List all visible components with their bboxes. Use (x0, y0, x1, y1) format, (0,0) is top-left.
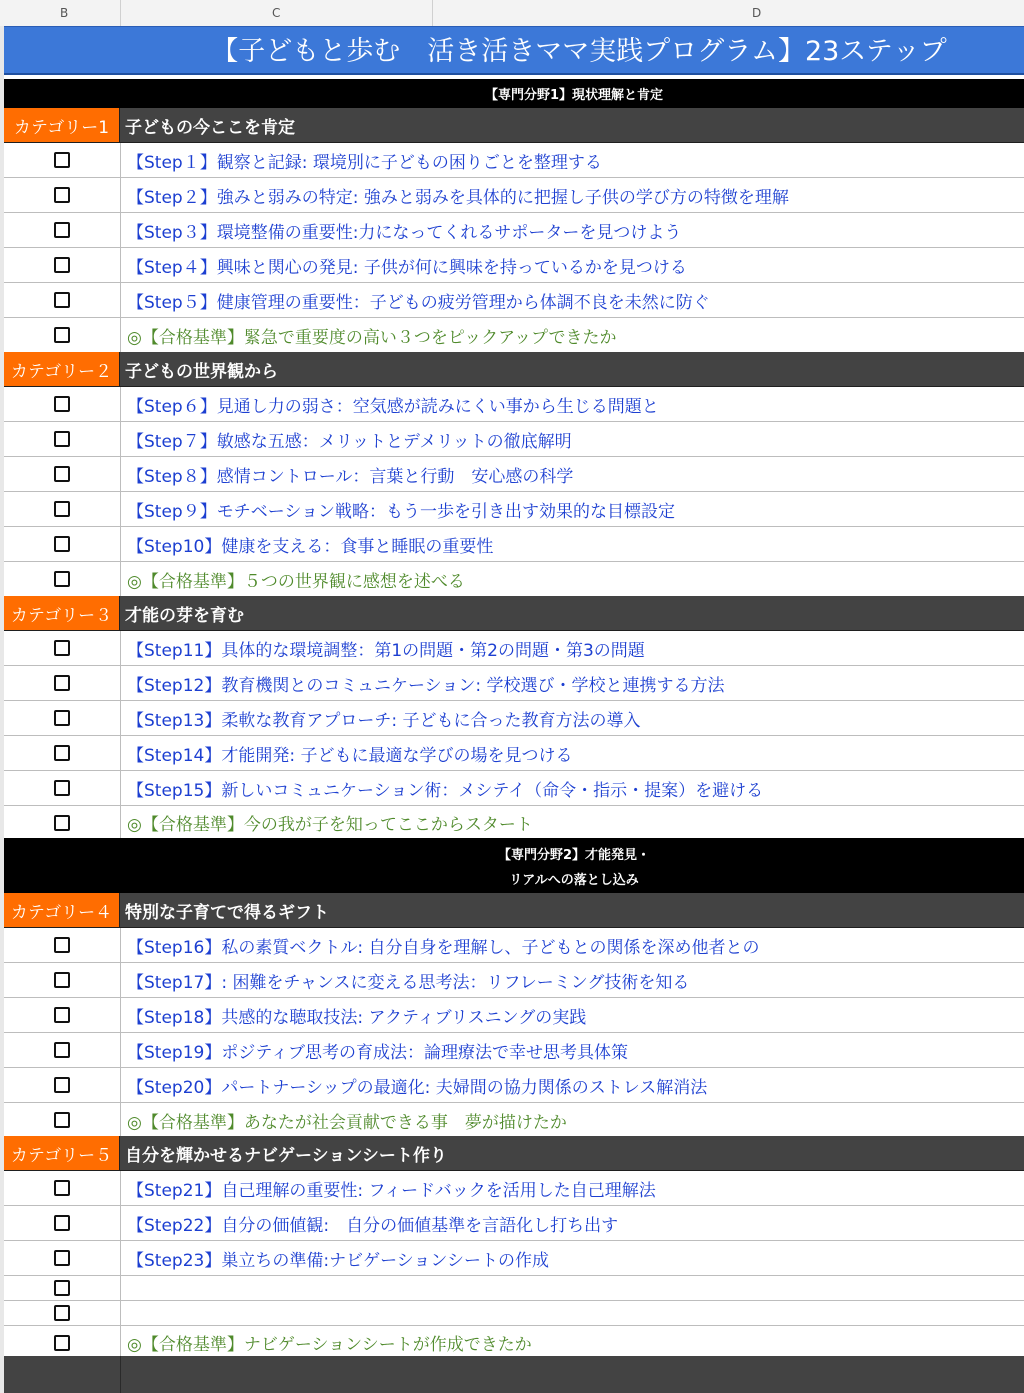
table-row[interactable] (4, 998, 1024, 1033)
checkbox-cell[interactable] (4, 143, 121, 177)
checkbox[interactable] (54, 257, 70, 273)
table-row[interactable] (4, 562, 1024, 597)
pass-criteria-text[interactable]: ◎【合格基準】ナビゲーションシートが作成できたか (127, 1335, 532, 1355)
checkbox-cell[interactable] (4, 771, 121, 805)
table-row[interactable] (4, 1033, 1024, 1068)
checkbox[interactable] (54, 1077, 70, 1093)
column-d-header[interactable]: D (752, 6, 762, 20)
checkbox-cell[interactable] (4, 1171, 121, 1205)
checkbox[interactable] (54, 187, 70, 203)
category-row[interactable] (4, 352, 1024, 387)
category-row[interactable] (4, 108, 1024, 143)
step-text[interactable]: 【Step22】自分の価値観: 自分の価値基準を言語化し打ち出す (127, 1215, 619, 1236)
checkbox-cell[interactable] (4, 928, 121, 962)
category-title: 特別な子育てで得るギフト (125, 902, 329, 923)
checkbox-cell[interactable] (4, 631, 121, 665)
checkbox[interactable] (54, 937, 70, 953)
checkbox[interactable] (54, 640, 70, 656)
table-row[interactable] (4, 143, 1024, 178)
table-row[interactable] (4, 771, 1024, 806)
checkbox[interactable] (54, 327, 70, 343)
pass-criteria-text[interactable]: ◎【合格基準】緊急で重要度の高い３つをピックアップできたか (127, 327, 617, 348)
step-text[interactable]: 【Step16】私の素質ベクトル: 自分自身を理解し、子どもとの関係を深め他者との (127, 937, 760, 958)
step-text[interactable] (121, 1276, 127, 1300)
step-text[interactable]: 【Step11】具体的な環境調整：第1の問題・第2の問題・第3の問題 (127, 640, 645, 661)
checkbox-cell[interactable] (4, 1033, 121, 1067)
checkbox-cell[interactable] (4, 1206, 121, 1240)
checkbox[interactable] (54, 1112, 70, 1128)
step-text[interactable]: 【Step12】教育機関とのコミュニケーション: 学校選び・学校と連携する方法 (127, 675, 725, 696)
table-row[interactable] (4, 248, 1024, 283)
table-row[interactable] (4, 736, 1024, 771)
category-title: 才能の芽を育む (125, 605, 244, 626)
checkbox[interactable] (54, 396, 70, 412)
pass-criteria-text[interactable]: ◎【合格基準】あなたが社会貢献できる事 夢が描けたか (127, 1112, 567, 1133)
table-row[interactable] (4, 1068, 1024, 1103)
category-label: カテゴリー３ (4, 596, 120, 630)
step-text[interactable]: 【Step２】強みと弱みの特定: 強みと弱みを具体的に把握し子供の学び方の特徴を理解 (127, 187, 789, 208)
category-title: 子どもの世界観から (125, 361, 278, 382)
field-header-field2[interactable] (4, 838, 1024, 893)
field-header-line: 【専門分野1】現状理解と肯定 (484, 88, 664, 103)
table-row[interactable] (4, 631, 1024, 666)
category-label: カテゴリー４ (4, 893, 120, 927)
checkbox-cell[interactable] (4, 963, 121, 997)
checkbox[interactable] (54, 571, 70, 587)
checkbox-cell[interactable] (4, 457, 121, 491)
checkbox-cell[interactable] (4, 178, 121, 212)
checkbox[interactable] (54, 710, 70, 726)
checkbox[interactable] (54, 1215, 70, 1231)
checkbox-cell[interactable] (4, 318, 121, 352)
checkbox[interactable] (54, 675, 70, 691)
table-row[interactable] (4, 1206, 1024, 1241)
table-row[interactable] (4, 666, 1024, 701)
checkbox[interactable] (54, 1007, 70, 1023)
checkbox[interactable] (54, 1042, 70, 1058)
checkbox[interactable] (54, 152, 70, 168)
sheet-title[interactable]: 【子どもと歩む 活き活きママ実践プログラム】23ステップ (4, 26, 1024, 75)
checkbox-cell[interactable] (4, 701, 121, 735)
category-label: カテゴリー２ (4, 352, 120, 386)
table-row[interactable] (4, 1276, 1024, 1301)
column-header-bar (0, 0, 1024, 27)
column-c-header[interactable]: C (272, 6, 281, 20)
checkbox[interactable] (54, 745, 70, 761)
category-row[interactable] (4, 1136, 1024, 1171)
footer-band (4, 1356, 1024, 1393)
step-text[interactable]: 【Step１】観察と記録: 環境別に子どもの困りごとを整理する (127, 152, 602, 173)
step-text[interactable]: 【Step23】巣立ちの準備:ナビゲーションシートの作成 (127, 1250, 549, 1271)
step-text[interactable]: 【Step18】共感的な聴取技法: アクティブリスニングの実践 (127, 1007, 587, 1028)
checkbox[interactable] (54, 431, 70, 447)
checkbox[interactable] (54, 292, 70, 308)
table-row[interactable] (4, 928, 1024, 963)
checkbox[interactable] (54, 1250, 70, 1266)
pass-criteria-text[interactable]: ◎【合格基準】今の我が子を知ってここからスタート (127, 815, 533, 835)
checkbox-cell[interactable] (4, 422, 121, 456)
table-row[interactable] (4, 318, 1024, 353)
field-header-field1[interactable] (4, 79, 1024, 108)
table-row[interactable] (4, 213, 1024, 248)
field-header-line: リアルへの落とし込み (509, 872, 639, 888)
step-text[interactable]: 【Step４】興味と関心の発見: 子供が何に興味を持っているかを見つける (127, 257, 687, 278)
step-text[interactable]: 【Step６】見通し力の弱さ：空気感が読みにくい事から生じる問題と (127, 396, 659, 417)
table-row[interactable] (4, 422, 1024, 457)
category-title: 子どもの今ここを肯定 (125, 117, 295, 138)
checkbox-cell[interactable] (4, 1301, 121, 1325)
checkbox-cell[interactable] (4, 1103, 121, 1137)
table-row[interactable] (4, 527, 1024, 562)
step-text[interactable]: 【Step17】: 困難をチャンスに変える思考法：リフレーミング技術を知る (127, 972, 690, 993)
step-text[interactable]: 【Step７】敏感な五感：メリットとデメリットの徹底解明 (127, 431, 572, 452)
step-text[interactable]: 【Step８】感情コントロール：言葉と行動 安心感の科学 (127, 466, 574, 487)
checkbox[interactable] (54, 1180, 70, 1196)
step-text[interactable]: 【Step13】柔軟な教育アプローチ: 子どもに合った教育方法の導入 (127, 710, 641, 731)
table-row[interactable] (4, 387, 1024, 422)
step-text[interactable]: 【Step15】新しいコミュニケーション術：メシテイ（命令・指示・提案）を避ける (127, 780, 764, 801)
category-row[interactable] (4, 893, 1024, 928)
checkbox-cell[interactable] (4, 562, 121, 596)
step-text[interactable] (121, 1301, 127, 1325)
field-header-line: 【専門分野2】才能発見・ (497, 847, 651, 863)
checkbox[interactable] (54, 972, 70, 988)
step-text[interactable]: 【Step14】才能開発: 子どもに最適な学びの場を見つける (127, 745, 573, 766)
checkbox-cell[interactable] (4, 666, 121, 700)
step-text[interactable]: 【Step21】自己理解の重要性: フィードバックを活用した自己理解法 (127, 1180, 656, 1201)
checkbox[interactable] (54, 501, 70, 517)
checkbox[interactable] (54, 536, 70, 552)
checkbox-cell[interactable] (4, 387, 121, 421)
checkbox-cell[interactable] (4, 806, 121, 839)
category-row[interactable] (4, 596, 1024, 631)
checkbox-cell[interactable] (4, 736, 121, 770)
checkbox-cell[interactable] (4, 492, 121, 526)
checkbox[interactable] (54, 466, 70, 482)
checkbox-cell[interactable] (4, 1276, 121, 1300)
checkbox[interactable] (54, 1305, 70, 1321)
step-text[interactable]: 【Step19】ポジティブ思考の育成法：論理療法で幸せ思考具体策 (127, 1042, 628, 1063)
category-label: カテゴリー５ (4, 1136, 120, 1170)
checkbox-cell[interactable] (4, 248, 121, 282)
table-row[interactable] (4, 806, 1024, 840)
checkbox-cell[interactable] (4, 998, 121, 1032)
step-text[interactable]: 【Step５】健康管理の重要性：子どもの疲労管理から体調不良を未然に防ぐ (127, 292, 710, 313)
table-row[interactable] (4, 1326, 1024, 1360)
checkbox-cell[interactable] (4, 213, 121, 247)
checkbox-cell[interactable] (4, 1326, 121, 1359)
step-text[interactable]: 【Step20】パートナーシップの最適化: 夫婦間の協力関係のストレス解消法 (127, 1077, 708, 1098)
table-row[interactable] (4, 1301, 1024, 1326)
table-row[interactable] (4, 1103, 1024, 1138)
checkbox[interactable] (54, 1335, 70, 1351)
checkbox[interactable] (54, 222, 70, 238)
checkbox-cell[interactable] (4, 283, 121, 317)
table-row[interactable] (4, 283, 1024, 318)
table-row[interactable] (4, 492, 1024, 527)
step-text[interactable]: 【Step10】健康を支える：食事と睡眠の重要性 (127, 536, 494, 557)
table-row[interactable] (4, 963, 1024, 998)
step-text[interactable]: 【Step３】環境整備の重要性:力になってくれるサポーターを見つけよう (127, 222, 682, 243)
column-b-header[interactable]: B (60, 6, 69, 20)
checkbox[interactable] (54, 815, 70, 831)
checkbox-cell[interactable] (4, 527, 121, 561)
table-row[interactable] (4, 1241, 1024, 1276)
table-row[interactable] (4, 701, 1024, 736)
category-label: カテゴリー1 (4, 108, 120, 142)
category-title: 自分を輝かせるナビゲーションシート作り (125, 1145, 447, 1166)
checkbox[interactable] (54, 1280, 70, 1296)
pass-criteria-text[interactable]: ◎【合格基準】５つの世界観に感想を述べる (127, 571, 465, 592)
checkbox-cell[interactable] (4, 1068, 121, 1102)
table-row[interactable] (4, 457, 1024, 492)
checkbox[interactable] (54, 780, 70, 796)
checkbox-cell[interactable] (4, 1241, 121, 1275)
table-row[interactable] (4, 1171, 1024, 1206)
table-row[interactable] (4, 178, 1024, 213)
step-text[interactable]: 【Step９】モチベーション戦略：もう一歩を引き出す効果的な目標設定 (127, 501, 676, 522)
